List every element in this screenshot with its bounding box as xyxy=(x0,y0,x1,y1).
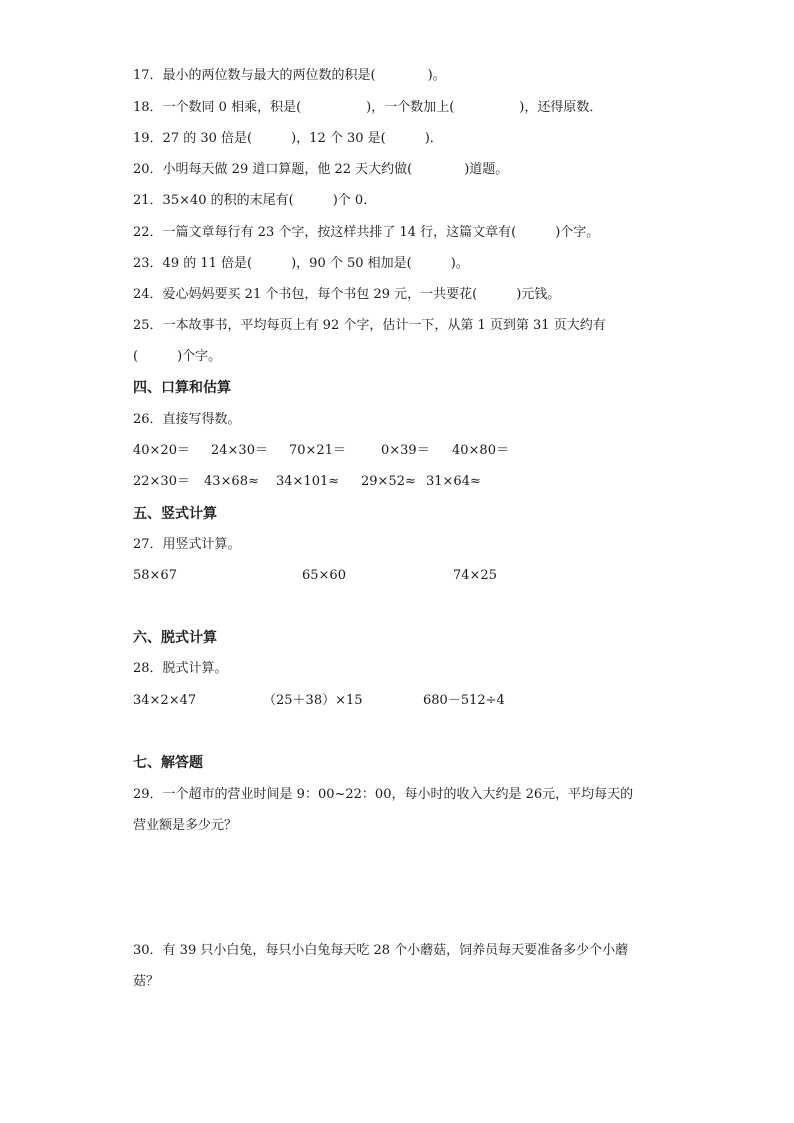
question-26: 26．直接写得数。 xyxy=(133,412,241,427)
oral-calc-item: 24×30＝ xyxy=(211,443,268,458)
vertical-calc-item: 58×67 xyxy=(133,568,177,583)
question-30-line-1: 30．有 39 只小白兔，每只小白兔每天吃 28 个小蘑菇，饲养员每天要准备多少个小蘑 xyxy=(133,943,629,958)
section-heading-4: 四、口算和估算 xyxy=(133,380,231,396)
question-19: 19．27 的 30 倍是( )，12 个 30 是( )． xyxy=(133,131,443,146)
question-21: 21．35×40 的积的末尾有( )个 0． xyxy=(133,193,377,208)
question-30-line-2: 菇？ xyxy=(133,974,160,989)
step-calc-item: （25＋38）×15 xyxy=(263,693,363,708)
estimate-item: 31×64≈ xyxy=(426,474,481,489)
question-24: 24．爱心妈妈要买 21 个书包，每个书包 29 元，一共要花( )元钱。 xyxy=(133,287,561,302)
section-heading-5: 五、竖式计算 xyxy=(133,506,217,522)
question-25-line-1: 25．一本故事书，平均每页上有 92 个字，估计一下，从第 1 页到第 31 页大约有 xyxy=(133,318,606,333)
oral-calc-item: 70×21＝ xyxy=(289,443,346,458)
question-23: 23．49 的 11 倍是( )，90 个 50 相加是( )。 xyxy=(133,256,469,271)
section-heading-7: 七、解答题 xyxy=(133,755,203,771)
vertical-calc-item: 65×60 xyxy=(302,568,346,583)
estimate-item: 34×101≈ xyxy=(276,474,340,489)
vertical-calc-item: 74×25 xyxy=(453,568,497,583)
section-heading-6: 六、脱式计算 xyxy=(133,630,217,646)
estimate-item: 29×52≈ xyxy=(361,474,416,489)
step-calc-item: 680－512÷4 xyxy=(423,693,505,708)
step-calc-item: 34×2×47 xyxy=(133,693,197,708)
oral-calc-item: 40×80＝ xyxy=(452,443,509,458)
question-29-line-1: 29．一个超市的营业时间是 9：00~22：00，每小时的收入大约是 26元，平均每天的 xyxy=(133,787,634,802)
oral-calc-item: 0×39＝ xyxy=(381,443,430,458)
estimate-item: 22×30＝ xyxy=(133,474,190,489)
question-20: 20．小明每天做 29 道口算题，他 22 天大约做( )道题。 xyxy=(133,162,509,177)
question-22: 22．一篇文章每行有 23 个字，按这样共排了 14 行，这篇文章有( )个字。 xyxy=(133,225,600,240)
estimate-item: 43×68≈ xyxy=(204,474,259,489)
question-25-line-2: ( )个字。 xyxy=(133,349,222,364)
oral-calc-item: 40×20＝ xyxy=(133,443,190,458)
question-17: 17．最小的两位数与最大的两位数的积是( )。 xyxy=(133,68,446,83)
question-28: 28．脱式计算。 xyxy=(133,661,228,676)
question-27: 27．用竖式计算。 xyxy=(133,537,241,552)
question-29-line-2: 营业额是多少元？ xyxy=(133,818,238,833)
question-18: 18．一个数同 0 相乘，积是( )，一个数加上( )，还得原数． xyxy=(133,100,603,115)
